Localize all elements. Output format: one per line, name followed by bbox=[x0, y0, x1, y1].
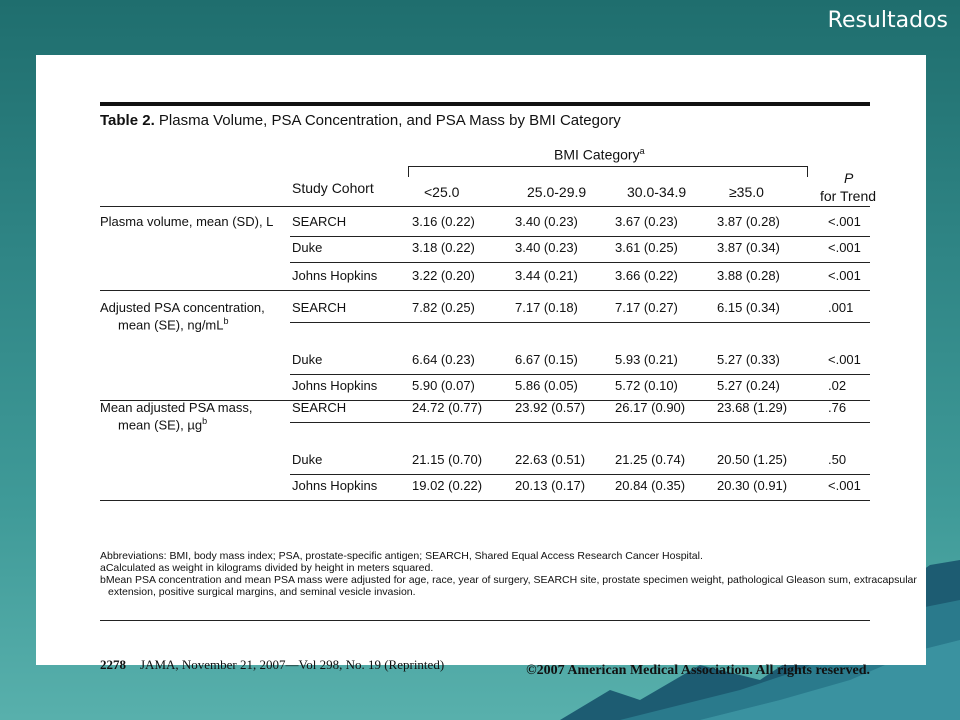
scanned-document bbox=[36, 55, 926, 678]
row-rule bbox=[290, 422, 870, 423]
table-cell: 3.61 (0.25) bbox=[615, 240, 678, 255]
p-value: <.001 bbox=[828, 214, 861, 229]
table-cell: 19.02 (0.22) bbox=[412, 478, 483, 493]
table-cell: 6.67 (0.15) bbox=[515, 352, 578, 367]
table-cell: 21.25 (0.74) bbox=[615, 452, 686, 467]
p-value: <.001 bbox=[828, 240, 861, 255]
group-label-units: mean (SE), µg$^b$ bbox=[118, 416, 208, 433]
table-cell: 22.63 (0.51) bbox=[515, 452, 586, 467]
table-caption: Plasma Volume, PSA Concentration, and PSA Mass by BMI Category bbox=[154, 112, 621, 129]
row-rule bbox=[290, 374, 870, 375]
bmi-category-header: BMI Category$^a$ bbox=[554, 146, 645, 163]
header-rule bbox=[100, 206, 870, 207]
table-cell: 3.18 (0.22) bbox=[412, 240, 475, 255]
group-label: Plasma volume, mean (SD), L bbox=[100, 214, 274, 229]
cohort-name: Duke bbox=[292, 352, 323, 367]
cohort-name: Johns Hopkins bbox=[292, 378, 378, 393]
p-value: .02 bbox=[828, 378, 847, 393]
p-value: <.001 bbox=[828, 352, 861, 367]
p-trend-header: for Trend bbox=[820, 188, 877, 204]
table-cell: 5.72 (0.10) bbox=[615, 378, 678, 393]
p-value: <.001 bbox=[828, 268, 861, 283]
table-cell: 3.67 (0.23) bbox=[615, 214, 678, 229]
table-title bbox=[100, 112, 621, 129]
cohort-name: Duke bbox=[292, 240, 323, 255]
p-value: <.001 bbox=[828, 478, 861, 493]
cohort-name: SEARCH bbox=[292, 214, 347, 229]
top-rule bbox=[100, 102, 870, 106]
table-cell: 20.30 (0.91) bbox=[717, 478, 788, 493]
table-cell: 7.82 (0.25) bbox=[412, 300, 475, 315]
p-value: .50 bbox=[828, 452, 847, 467]
table-cell: 20.50 (1.25) bbox=[717, 452, 788, 467]
group-label-units: mean (SE), $ng/mL^b$ bbox=[118, 316, 229, 333]
table-notes bbox=[100, 550, 917, 598]
note-abbreviations: Abbreviations: BMI, body mass index; PSA, prostate-specific antigen; SEARCH, Shared Equal Access Research Cancer Hospital. bbox=[100, 550, 703, 562]
cohort-name: SEARCH bbox=[292, 400, 347, 415]
table-cell: 5.27 (0.33) bbox=[717, 352, 780, 367]
row-rule bbox=[290, 236, 870, 237]
table-bottom-rule bbox=[100, 500, 870, 501]
table-cell: 3.66 (0.22) bbox=[615, 268, 678, 283]
copyright: ©2007 American Medical Association. All rights reserved. bbox=[526, 663, 870, 678]
table-number: Table 2. bbox=[100, 112, 155, 129]
table-cell: 23.68 (1.29) bbox=[717, 400, 788, 415]
cohort-name: Duke bbox=[292, 452, 323, 467]
row-rule bbox=[290, 322, 870, 323]
table-cell: 3.40 (0.23) bbox=[515, 214, 578, 229]
note-a: aCalculated as weight in kilograms divided by height in meters squared. bbox=[100, 562, 434, 574]
table-cell: 24.72 (0.77) bbox=[412, 400, 483, 415]
note-b: bMean PSA concentration and mean PSA mass were adjusted for age, race, year of surgery, SEARCH site, prostate specimen weight, pathological Gleason sum, extracapsular bbox=[100, 574, 917, 586]
table-cell: 5.27 (0.24) bbox=[717, 378, 780, 393]
table-cell: 5.93 (0.21) bbox=[615, 352, 678, 367]
row-rule bbox=[290, 474, 870, 475]
p-header: P bbox=[844, 170, 854, 186]
table-cell: 21.15 (0.70) bbox=[412, 452, 483, 467]
table-cell: 3.16 (0.22) bbox=[412, 214, 475, 229]
table-cell: 3.22 (0.20) bbox=[412, 268, 475, 283]
table-cell: 3.87 (0.34) bbox=[717, 240, 780, 255]
table-cell: 3.88 (0.28) bbox=[717, 268, 780, 283]
p-value: .001 bbox=[828, 300, 854, 315]
cohort-name: SEARCH bbox=[292, 300, 347, 315]
bmi-column-header: ≥35.0 bbox=[729, 184, 764, 200]
note-b-cont: extension, positive surgical margins, and seminal vesicle invasion. bbox=[108, 586, 416, 598]
group-label: Adjusted PSA concentration, bbox=[100, 300, 265, 315]
table-cell: 5.90 (0.07) bbox=[412, 378, 475, 393]
table-cell: 7.17 (0.18) bbox=[515, 300, 578, 315]
table-cell: 6.15 (0.34) bbox=[717, 300, 780, 315]
page-number: 2278 bbox=[100, 657, 126, 672]
table-cell: 3.44 (0.21) bbox=[515, 268, 578, 283]
table-cell: 3.40 (0.23) bbox=[515, 240, 578, 255]
table-cell: 6.64 (0.23) bbox=[412, 352, 475, 367]
bmi-bracket bbox=[408, 166, 808, 177]
table-cell: 20.84 (0.35) bbox=[615, 478, 686, 493]
table-cell: 23.92 (0.57) bbox=[515, 400, 586, 415]
journal-citation: JAMA, November 21, 2007—Vol 298, No. 19 (Reprinted) bbox=[140, 657, 445, 672]
group-rule bbox=[100, 290, 870, 291]
table-cell: 7.17 (0.27) bbox=[615, 300, 678, 315]
bmi-column-header: 30.0-34.9 bbox=[627, 184, 687, 200]
notes-bottom-rule bbox=[100, 620, 870, 621]
study-cohort-header: Study Cohort bbox=[292, 180, 374, 196]
bmi-column-header: <25.0 bbox=[424, 184, 460, 200]
table-cell: 20.13 (0.17) bbox=[515, 478, 586, 493]
cohort-name: Johns Hopkins bbox=[292, 268, 378, 283]
p-value: .76 bbox=[828, 400, 847, 415]
row-rule bbox=[290, 262, 870, 263]
table-cell: 3.87 (0.28) bbox=[717, 214, 780, 229]
slide-title: Resultados bbox=[827, 8, 948, 33]
bmi-column-header: 25.0-29.9 bbox=[527, 184, 587, 200]
table-cell: 26.17 (0.90) bbox=[615, 400, 686, 415]
table-cell: 5.86 (0.05) bbox=[515, 378, 578, 393]
group-label: Mean adjusted PSA mass, bbox=[100, 400, 253, 415]
cohort-name: Johns Hopkins bbox=[292, 478, 378, 493]
